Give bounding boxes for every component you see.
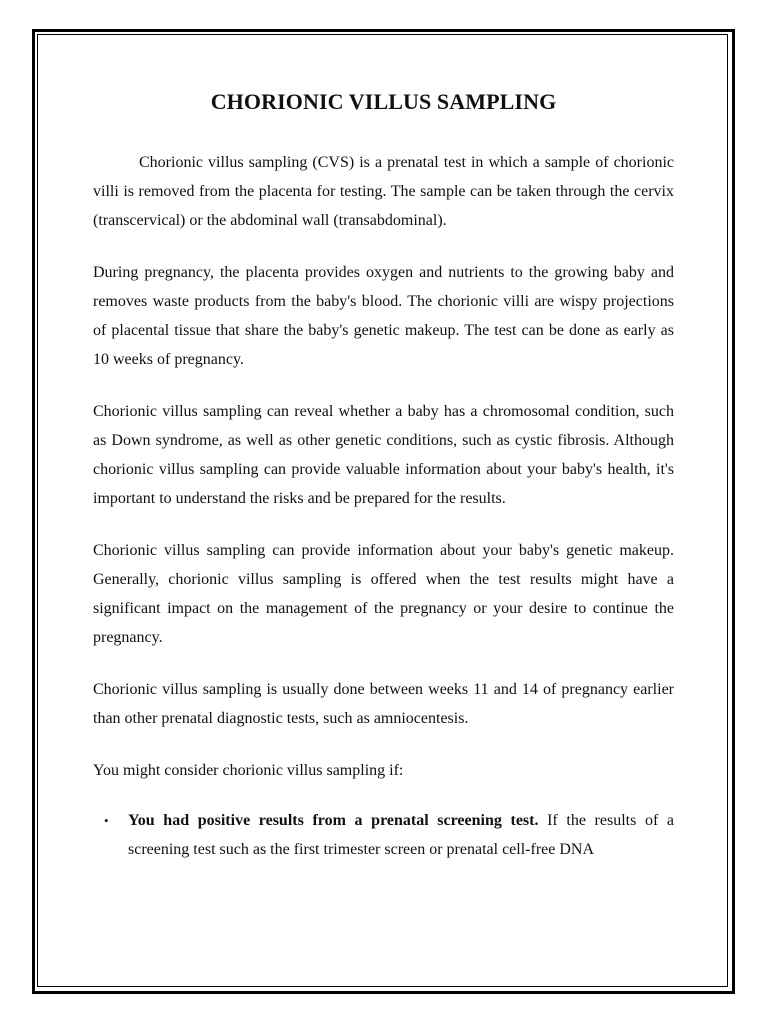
bullet-icon: • xyxy=(104,813,109,828)
bullet-list xyxy=(93,806,674,864)
list-item xyxy=(93,806,674,864)
paragraph-3: Chorionic villus sampling can reveal whether a baby has a chromosomal condition, such as Down syndrome, as well as other genetic conditions, such as cystic fibrosis. Although chorionic villus sampling can provide valuable information about your baby's health, it's important to understand the risks and be prepared for the results. xyxy=(93,403,674,507)
paragraph-1: Chorionic villus sampling (CVS) is a prenatal test in which a sample of chorionic villi is removed from the placenta for testing. The sample can be taken through the cervix (transcervical) or the abdominal wall (transabdominal). xyxy=(93,154,674,229)
paragraph-6: You might consider chorionic villus sampling if: xyxy=(93,762,404,779)
document-body xyxy=(93,86,674,864)
paragraph-4: Chorionic villus sampling can provide information about your baby's genetic makeup. Generally, chorionic villus sampling is offered when the test results might have a significant impact on the management of the pregnancy or your desire to continue the pregnancy. xyxy=(93,542,674,646)
bullet-lead-text: You had positive results from a prenatal screening test. xyxy=(128,812,539,829)
bullet-body-text: If the results of a screening test such as the first trimester screen or prenatal cell-free DNA xyxy=(128,812,675,858)
paragraph-2: During pregnancy, the placenta provides oxygen and nutrients to the growing baby and removes waste products from the baby's blood. The chorionic villi are wispy projections of placental tissue that share the baby's genetic makeup. The test can be done as early as 10 weeks of pregnancy. xyxy=(93,264,674,368)
document-title: CHORIONIC VILLUS SAMPLING xyxy=(210,89,557,114)
paragraph-5: Chorionic villus sampling is usually done between weeks 11 and 14 of pregnancy earlier than other prenatal diagnostic tests, such as amniocentesis. xyxy=(93,681,674,727)
